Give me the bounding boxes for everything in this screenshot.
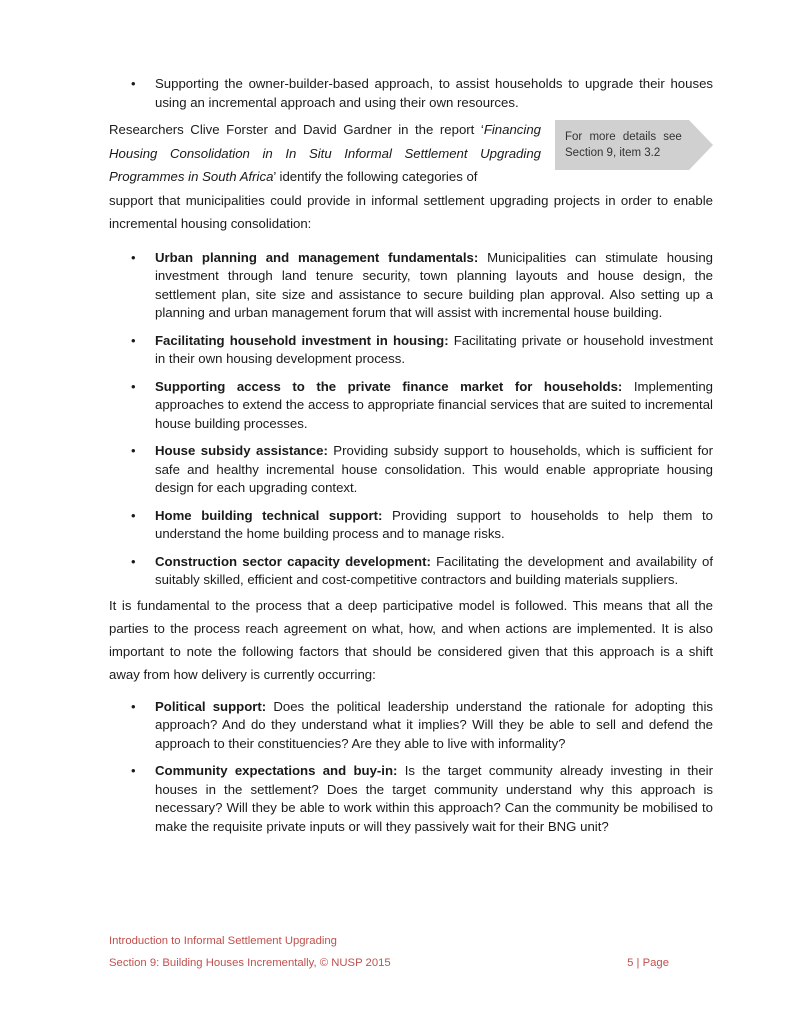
intro-text-continued: support that municipalities could provide in informal settlement upgrading projects in order to enable incremental housing consolidation: xyxy=(109,192,713,231)
participative-model-paragraph: It is fundamental to the process that a deep participative model is followed. This means that all the parties to the process reach agreement on what, how, and when actions are implemented. It is also important to note the following factors that should be considered given that this approach is a shift away from how delivery is currently occurring: xyxy=(109,597,713,682)
list-item xyxy=(109,507,713,544)
list-item xyxy=(109,553,713,590)
bullet-icon: • xyxy=(131,443,136,458)
item-text: Facilitating private or household investment in their own housing development process. xyxy=(155,332,713,366)
bullet-icon: • xyxy=(131,378,136,394)
support-categories-list xyxy=(109,249,713,590)
item-title: Political support: xyxy=(155,698,267,714)
footer-document-title: Introduction to Informal Settlement Upgrading xyxy=(109,935,337,947)
list-item xyxy=(109,762,713,836)
list-item xyxy=(109,698,713,754)
report-title: Financing Housing Consolidation in In Situ Informal Settlement Upgrading Programmes in South Africa xyxy=(109,122,541,184)
bullet-text: Supporting the owner-builder-based approach, to assist households to upgrade their houses using an incremental approach and using their own resources. xyxy=(155,76,713,110)
intro-text: Researchers Clive Forster and David Gardner in the report ‘Financing Housing Consolidation in In Situ Informal Settlement Upgrading Programmes in South Africa’ identify the following categories of xyxy=(109,122,541,184)
item-text: Municipalities can stimulate housing investment through land tenure security, town planning layouts and house design, the settlement plan, site size and assistance to secure building plan approval. Also setting up a planning and urban management forum that will assist with incremental house building. xyxy=(155,249,713,320)
item-title: Facilitating household investment in housing: xyxy=(155,332,449,348)
item-title: Community expectations and buy-in: xyxy=(155,763,398,778)
list-item xyxy=(109,249,713,323)
bullet-icon: • xyxy=(131,698,136,714)
page-body xyxy=(109,75,713,845)
page-footer xyxy=(109,930,669,974)
item-title: Urban planning and management fundamentals: xyxy=(155,249,479,265)
item-text: Providing subsidy support to households, which is sufficient for safe and healthy incremental house consolidation. This would enable appropriate housing design for each upgrading context. xyxy=(155,443,713,495)
intro-paragraph xyxy=(109,118,713,235)
bullet-icon: • xyxy=(131,332,136,348)
page-number: 5 | Page xyxy=(627,957,669,969)
item-text: Providing support to households to help them to understand the home building process and to manage risks. xyxy=(155,507,713,541)
top-bullet-list xyxy=(109,75,713,112)
cross-reference-callout xyxy=(555,120,713,170)
bullet-icon: • xyxy=(131,507,136,523)
item-text: Facilitating the development and availability of suitably skilled, efficient and cost-competitive contractors and building materials suppliers. xyxy=(155,553,713,587)
list-item xyxy=(109,75,713,112)
factors-list xyxy=(109,698,713,837)
item-text: Is the target community already investing in their houses in the settlement? Does the target community understand why this approach is necessary? Will they be able to work within this approach? Can the community be mobilised to make the requisite private inputs or will they passively wait for their BNG unit? xyxy=(155,763,713,834)
item-text: Implementing approaches to extend the access to appropriate financial services that are suited to incremental house building processes. xyxy=(155,378,714,431)
bullet-icon: • xyxy=(131,76,136,91)
bullet-icon: • xyxy=(131,249,136,265)
list-item xyxy=(109,332,713,369)
item-title: House subsidy assistance: xyxy=(155,443,328,458)
list-item xyxy=(109,442,713,498)
callout-line-1: For more details see xyxy=(565,131,682,143)
list-item xyxy=(109,378,713,434)
footer-section-info: Section 9: Building Houses Incrementally, © NUSP 2015 xyxy=(109,957,391,969)
item-title: Supporting access to the private finance market for households: xyxy=(155,378,623,394)
item-text: Does the political leadership understand the rationale for adopting this approach? And do they understand what it implies? Will they be able to sell and defend the approach to their constituencies? Are they able to live with informality? xyxy=(155,698,713,751)
bullet-icon: • xyxy=(131,763,136,778)
item-title: Construction sector capacity development: xyxy=(155,553,431,569)
callout-line-2: Section 9, item 3.2 xyxy=(565,147,661,159)
item-title: Home building technical support: xyxy=(155,507,383,523)
bullet-icon: • xyxy=(131,553,136,569)
